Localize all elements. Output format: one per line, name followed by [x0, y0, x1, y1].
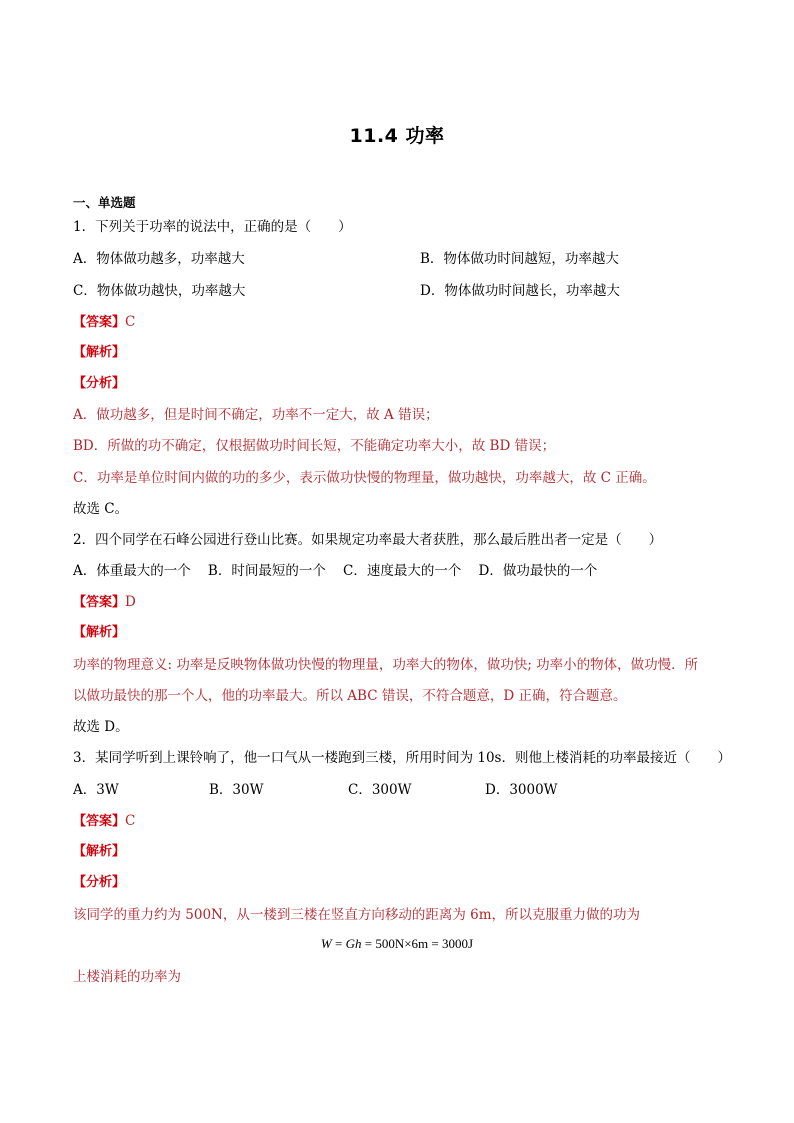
q3-option-c: C．300W	[348, 782, 412, 798]
page-title: 11.4 功率	[349, 125, 445, 147]
formula-symbol: Gh	[345, 936, 362, 951]
q1-explanation-line: C．功率是单位时间内做的功的多少，表示做功快慢的物理量，做功越快，功率越大，故 C 正确。	[73, 470, 656, 486]
q2-explanation-line: 以做功最快的那一个人，他的功率最大。所以 ABC 错误，不符合题意，D 正确，符合题意。	[73, 688, 627, 704]
q2-explanation-line: 功率的物理意义: 功率是反映物体做功快慢的物理量，功率大的物体，做功快; 功率小的物体，做功慢．所	[73, 657, 699, 673]
q2-options-row	[73, 561, 597, 581]
q2-option-d: D．做功最快的一个	[478, 563, 598, 579]
answer-value: D	[125, 594, 136, 610]
q1-option-a: A．物体做功越多，功率越大	[73, 251, 245, 267]
q1-answer	[73, 312, 135, 333]
analysis-label: 【解析】	[73, 625, 126, 640]
answer-value: C	[125, 314, 136, 330]
q1-conclusion: 故选 C。	[73, 501, 129, 517]
q1-explanation-line: BD．所做的功不确定，仅根据做功时间长短，不能确定功率大小，故 BD 错误；	[73, 438, 556, 454]
answer-value: C	[125, 813, 136, 829]
q3-option-b: B．30W	[209, 782, 264, 798]
fenxi-label: 【分析】	[73, 376, 126, 391]
q3-explanation: 该同学的重力约为 500N，从一楼到三楼在竖直方向移动的距离为 6m，所以克服重力做的功为	[73, 907, 641, 923]
q1-stem: 1．下列关于功率的说法中，正确的是（ ）	[73, 219, 352, 235]
q3-option-d: D．3000W	[485, 782, 558, 798]
q2-option-c: C．速度最大的一个	[343, 563, 462, 579]
formula-symbol: W	[320, 936, 332, 951]
q3-tail: 上楼消耗的功率为	[73, 969, 181, 985]
q1-explanation-line: A．做功越多，但是时间不确定，功率不一定大，故 A 错误；	[73, 407, 439, 423]
answer-label: 【答案】	[73, 814, 126, 829]
analysis-label: 【解析】	[73, 345, 126, 360]
q2-conclusion: 故选 D。	[73, 719, 129, 735]
formula-text: =	[331, 936, 346, 951]
q2-option-a: A．体重最大的一个	[73, 563, 191, 579]
q1-option-b: B．物体做功时间越短，功率越大	[420, 251, 619, 267]
q2-answer	[73, 592, 136, 613]
q2-stem: 2．四个同学在石峰公园进行登山比赛。如果规定功率最大者获胜，那么最后胜出者一定是（ ）	[73, 532, 663, 548]
q2-option-b: B．时间最短的一个	[207, 563, 326, 579]
analysis-label: 【解析】	[73, 844, 126, 859]
fenxi-label: 【分析】	[73, 875, 126, 890]
work-formula	[0, 936, 794, 952]
q1-options-row-1	[73, 249, 733, 269]
q1-option-d: D．物体做功时间越长，功率越大	[420, 283, 620, 299]
answer-label: 【答案】	[73, 315, 126, 330]
answer-label: 【答案】	[73, 595, 126, 610]
q3-option-a: A．3W	[73, 782, 119, 798]
section-heading: 一、单选题	[73, 195, 136, 210]
q3-stem: 3．某同学听到上课铃响了，他一口气从一楼跑到三楼，所用时间为 10s．则他上楼消耗的功率最接近（ ）	[73, 750, 731, 766]
formula-text: = 500N×6m = 3000J	[361, 936, 474, 951]
q1-option-c: C．物体做功越快，功率越大	[73, 283, 246, 299]
q3-answer	[73, 811, 135, 832]
q1-options-row-2	[73, 281, 733, 301]
